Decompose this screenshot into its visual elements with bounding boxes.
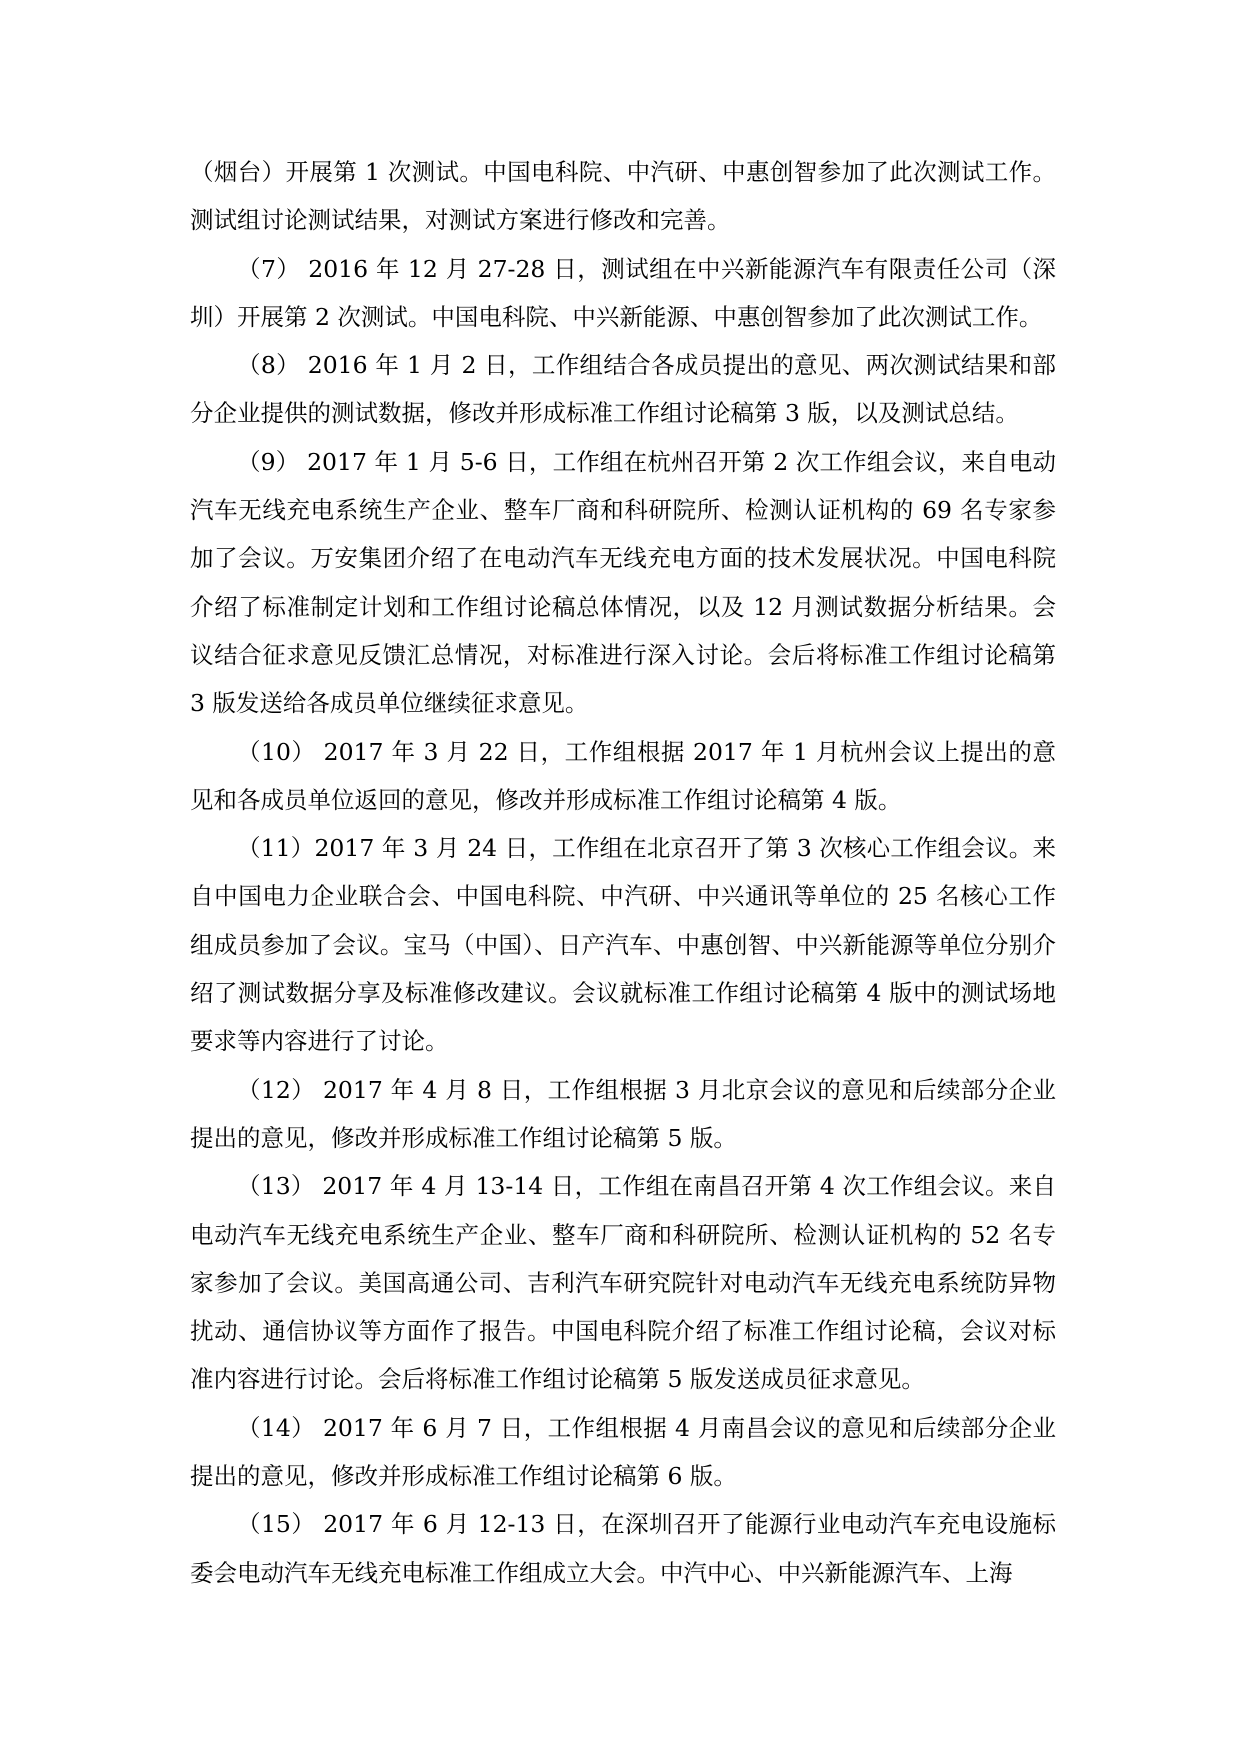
document-body xyxy=(190,148,1056,1597)
paragraph-item-13: （13） 2017 年 4 月 13-14 日，工作组在南昌召开第 4 次工作组会议。来自电动汽车无线充电系统生产企业、整车厂商和科研院所、检测认证机构的 52 名专家参加了会议。美国高通公司、吉利汽车研究院针对电动汽车无线充电系统防异物扰动、通信协议等方面作了报告。中国电科院介绍了标准工作组讨论稿，会议对标准内容进行讨论。会后将标准工作组讨论稿第 5 版发送成员征求意见。 xyxy=(190,1172,1056,1394)
paragraph-item-9: （9） 2017 年 1 月 5-6 日，工作组在杭州召开第 2 次工作组会议，来自电动汽车无线充电系统生产企业、整车厂商和科研院所、检测认证机构的 69 名专家参加了会议。万安集团介绍了在电动汽车无线充电方面的技术发展状况。中国电科院介绍了标准制定计划和工作组讨论稿总体情况，以及 12 月测试数据分析结果。会议结合征求意见反馈汇总情况，对标准进行深入讨论。会后将标准工作组讨论稿第 3 版发送给各成员单位继续征求意见。 xyxy=(190,447,1056,718)
paragraph-item-11: （11）2017 年 3 月 24 日，工作组在北京召开了第 3 次核心工作组会议。来自中国电力企业联合会、中国电科院、中汽研、中兴通讯等单位的 25 名核心工作组成员参加了会议。宝马（中国）、日产汽车、中惠创智、中兴新能源等单位分别介绍了测试数据分享及标准修改建议。会议就标准工作组讨论稿第 4 版中的测试场地要求等内容进行了讨论。 xyxy=(190,834,1056,1056)
paragraph-continuation: （烟台）开展第 1 次测试。中国电科院、中汽研、中惠创智参加了此次测试工作。测试组讨论测试结果，对测试方案进行修改和完善。 xyxy=(190,158,1056,235)
paragraph-item-7: （7） 2016 年 12 月 27-28 日，测试组在中兴新能源汽车有限责任公司（深圳）开展第 2 次测试。中国电科院、中兴新能源、中惠创智参加了此次测试工作。 xyxy=(190,254,1056,331)
paragraph-item-8: （8） 2016 年 1 月 2 日，工作组结合各成员提出的意见、两次测试结果和部分企业提供的测试数据，修改并形成标准工作组讨论稿第 3 版，以及测试总结。 xyxy=(190,351,1056,428)
paragraph-item-12: （12） 2017 年 4 月 8 日，工作组根据 3 月北京会议的意见和后续部分企业提出的意见，修改并形成标准工作组讨论稿第 5 版。 xyxy=(190,1075,1056,1152)
paragraph-item-15: （15） 2017 年 6 月 12-13 日，在深圳召开了能源行业电动汽车充电设施标委会电动汽车无线充电标准工作组成立大会。中汽中心、中兴新能源汽车、上海 xyxy=(190,1510,1056,1587)
paragraph-item-14: （14） 2017 年 6 月 7 日，工作组根据 4 月南昌会议的意见和后续部分企业提出的意见，修改并形成标准工作组讨论稿第 6 版。 xyxy=(190,1413,1056,1491)
paragraph-item-10: （10） 2017 年 3 月 22 日，工作组根据 2017 年 1 月杭州会议上提出的意见和各成员单位返回的意见，修改并形成标准工作组讨论稿第 4 版。 xyxy=(190,737,1056,814)
